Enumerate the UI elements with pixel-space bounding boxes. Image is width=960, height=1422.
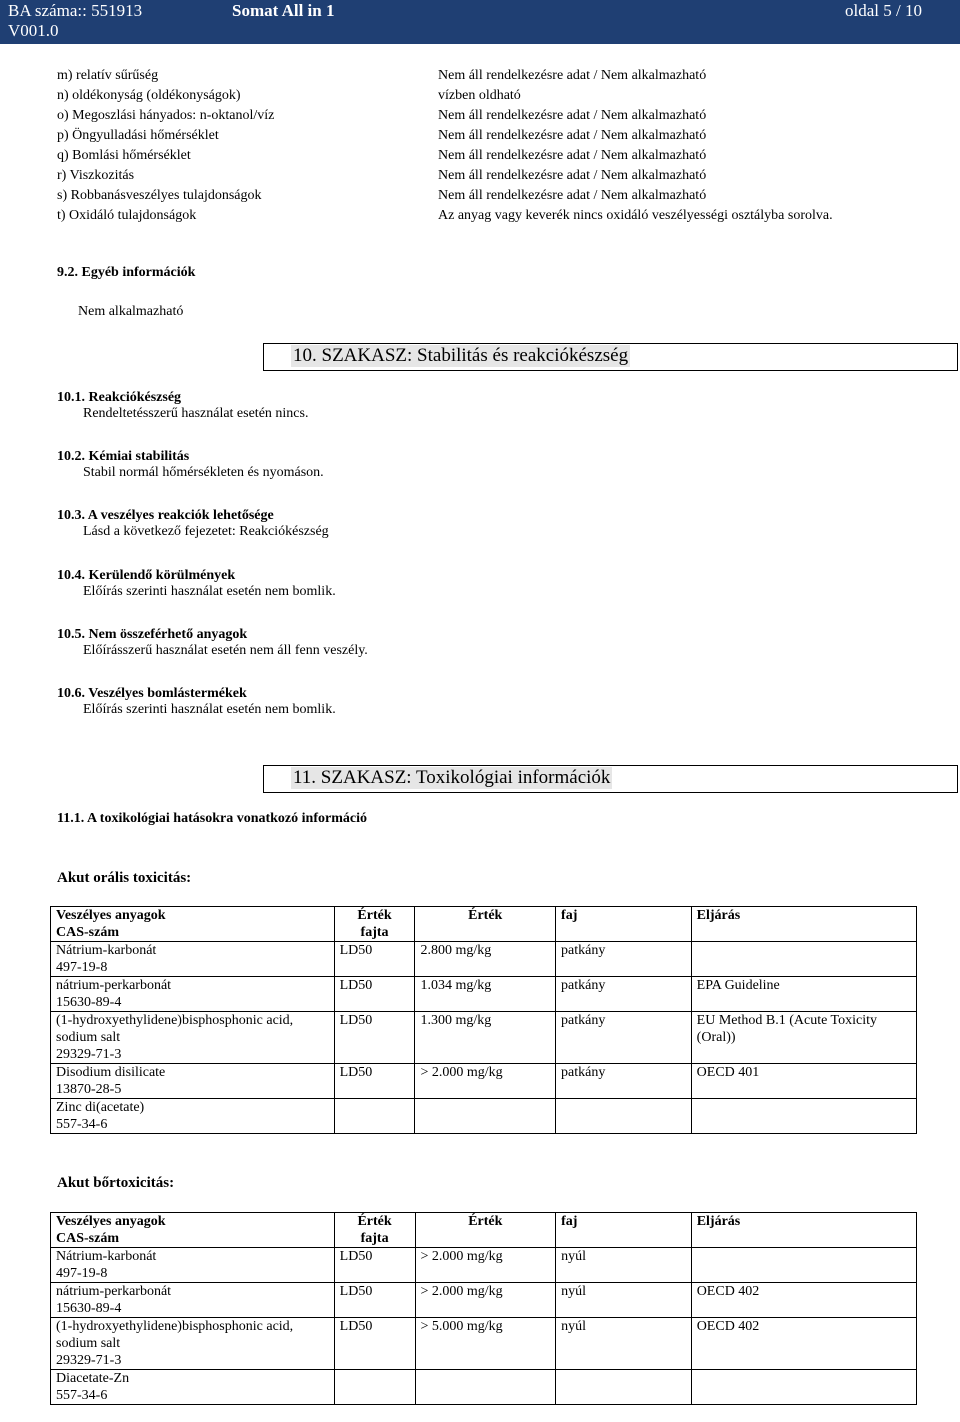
property-value: Az anyag vagy keverék nincs oxidáló veszélyességi osztályba sorolva. <box>438 208 833 223</box>
property-label: m) relatív sűrűség <box>57 68 159 83</box>
subsection-title: 10.2. Kémiai stabilitás <box>57 449 190 464</box>
section-10-heading-text: 10. SZAKASZ: Stabilitás és reakciókészség <box>293 345 629 366</box>
column-header-substance: Veszélyes anyagok CAS-szám <box>51 1213 335 1248</box>
subsection-10-1 <box>57 390 308 422</box>
property-label: q) Bomlási hőmérséklet <box>57 148 191 163</box>
column-header-substance: Veszélyes anyagok CAS-szám <box>51 907 335 942</box>
subsection-text: Lásd a következő fejezetet: Reakciókészség <box>83 524 329 539</box>
section-9-2-title: 9.2. Egyéb információk <box>57 265 196 280</box>
subsection-text: Előírásszerű használat esetén nem áll fenn veszély. <box>83 643 368 658</box>
subsection-title: 10.4. Kerülendő körülmények <box>57 568 236 583</box>
property-value: Nem áll rendelkezésre adat / Nem alkalmazható <box>438 148 707 163</box>
table-row: (1-hydroxyethylidene)bisphosphonic acid, sodium salt 29329-71-3 LD50 > 5.000 mg/kg nyúl OECD 402 <box>51 1318 917 1370</box>
property-label: o) Megoszlási hányados: n-oktanol/víz <box>57 108 275 123</box>
table-header-row <box>51 1213 917 1248</box>
section-11-heading <box>263 765 958 793</box>
column-header-value-type: Érték fajta <box>334 1213 415 1248</box>
property-label: p) Öngyulladási hőmérséklet <box>57 128 219 143</box>
subsection-title: 10.1. Reakciókészség <box>57 390 182 405</box>
subsection-10-5 <box>57 627 368 659</box>
column-header-method: Eljárás <box>691 1213 916 1248</box>
doc-version: V001.0 <box>8 21 59 40</box>
table-row: (1-hydroxyethylidene)bisphosphonic acid, sodium salt 29329-71-3 LD50 1.300 mg/kg patkány EU Method B.1 (Acute Toxicity (Oral)) <box>51 1012 917 1064</box>
subsection-10-2 <box>57 449 324 481</box>
section-11-heading-text: 11. SZAKASZ: Toxikológiai információk <box>293 767 611 788</box>
column-header-value: Érték <box>415 1213 556 1248</box>
dermal-toxicity-title: Akut bőrtoxicitás: <box>57 1175 175 1191</box>
section-9-2-text: Nem alkalmazható <box>78 304 184 319</box>
column-header-species: faj <box>556 1213 692 1248</box>
property-label: t) Oxidáló tulajdonságok <box>57 208 197 223</box>
subsection-title: 10.6. Veszélyes bomlástermékek <box>57 686 247 701</box>
oral-toxicity-title: Akut orális toxicitás: <box>57 870 192 886</box>
property-value: Nem áll rendelkezésre adat / Nem alkalmazható <box>438 168 707 183</box>
subsection-title: 10.3. A veszélyes reakciók lehetősége <box>57 508 274 523</box>
column-header-value: Érték <box>415 907 556 942</box>
subsection-text: Stabil normál hőmérsékleten és nyomáson. <box>83 465 324 480</box>
table-row: Diacetate-Zn 557-34-6 <box>51 1370 917 1405</box>
section-10-heading <box>263 343 958 371</box>
table-row: nátrium-perkarbonát 15630-89-4 LD50 > 2.000 mg/kg nyúl OECD 402 <box>51 1283 917 1318</box>
column-header-value-type: Érték fajta <box>334 907 415 942</box>
subsection-10-6 <box>57 686 336 718</box>
property-value: Nem áll rendelkezésre adat / Nem alkalmazható <box>438 68 707 83</box>
dermal-toxicity-table <box>50 1212 917 1405</box>
subsection-text: Rendeltetésszerű használat esetén nincs. <box>83 406 309 421</box>
property-value: Nem áll rendelkezésre adat / Nem alkalmazható <box>438 188 707 203</box>
property-labels <box>57 66 274 226</box>
property-values <box>438 66 878 226</box>
column-header-method: Eljárás <box>691 907 916 942</box>
subsection-title: 10.5. Nem összeférhető anyagok <box>57 627 248 642</box>
subsection-text: Előírás szerinti használat esetén nem bomlik. <box>83 584 336 599</box>
subsection-10-4 <box>57 568 336 600</box>
table-row: Nátrium-karbonát 497-19-8 LD50 2.800 mg/kg patkány <box>51 942 917 977</box>
table-row: Zinc di(acetate) 557-34-6 <box>51 1099 917 1134</box>
page-number: oldal 5 / 10 <box>845 1 922 20</box>
table-row: nátrium-perkarbonát 15630-89-4 LD50 1.034 mg/kg patkány EPA Guideline <box>51 977 917 1012</box>
table-row: Nátrium-karbonát 497-19-8 LD50 > 2.000 mg/kg nyúl <box>51 1248 917 1283</box>
table-header-row <box>51 907 917 942</box>
doc-number: BA száma:: 551913 <box>8 1 143 20</box>
property-label: r) Viszkozitás <box>57 168 135 183</box>
property-label: s) Robbanásveszélyes tulajdonságok <box>57 188 262 203</box>
document-header <box>0 0 960 44</box>
property-value: Nem áll rendelkezésre adat / Nem alkalmazható <box>438 108 707 123</box>
subsection-10-3 <box>57 508 329 540</box>
product-title: Somat All in 1 <box>232 1 335 20</box>
property-label: n) oldékonyság (oldékonyságok) <box>57 88 241 103</box>
property-value: vízben oldható <box>438 88 521 103</box>
oral-toxicity-table <box>50 906 917 1134</box>
subsection-text: Előírás szerinti használat esetén nem bomlik. <box>83 702 336 717</box>
subsection-11-1-title: 11.1. A toxikológiai hatásokra vonatkozó információ <box>57 811 367 826</box>
column-header-species: faj <box>556 907 692 942</box>
table-row: Disodium disilicate 13870-28-5 LD50 > 2.000 mg/kg patkány OECD 401 <box>51 1064 917 1099</box>
property-value: Nem áll rendelkezésre adat / Nem alkalmazható <box>438 128 707 143</box>
